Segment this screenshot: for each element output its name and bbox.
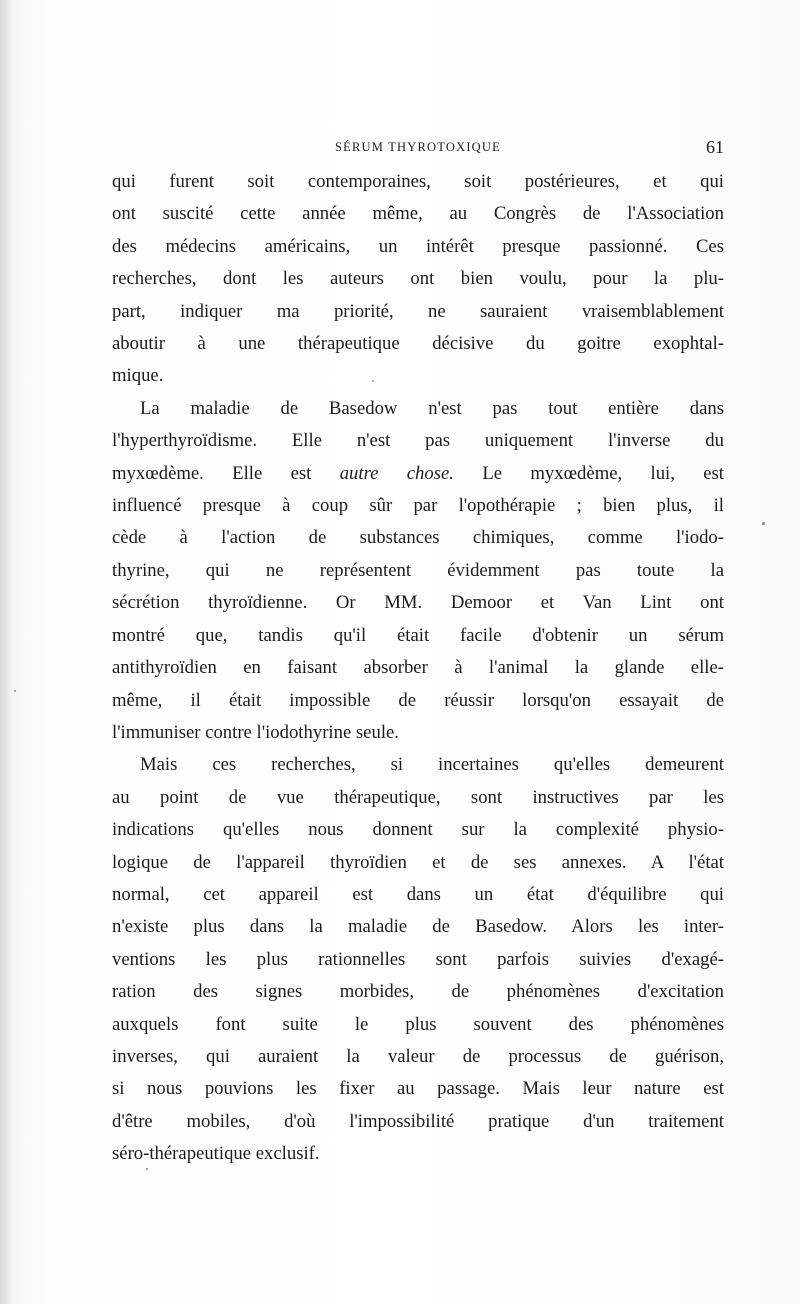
scan-speck [372, 380, 374, 382]
text-line: séro-thérapeutique exclusif. [112, 1143, 320, 1165]
text-line: recherches, dont les auteurs ont bien voulu, pour la plu- [112, 268, 724, 290]
text-line: l'hyperthyroïdisme. Elle n'est pas uniquement l'inverse du [112, 430, 724, 452]
text-line: ont suscité cette année même, au Congrès de l'Association [112, 203, 724, 225]
paragraph-2 [112, 393, 724, 749]
text-line: même, il était impossible de réussir lorsqu'on essayait de [112, 689, 724, 711]
scan-speck [146, 1168, 148, 1170]
text-line: n'existe plus dans la maladie de Basedow. Alors les inter- [112, 916, 724, 938]
text-line: La maladie de Basedow n'est pas tout entière dans [140, 397, 724, 419]
text-line: auxquels font suite le plus souvent des phénomènes [112, 1013, 724, 1035]
text-line: au point de vue thérapeutique, sont instructives par les [112, 786, 724, 808]
text-line: si nous pouvions les fixer au passage. Mais leur nature est [112, 1078, 724, 1100]
text-line: sécrétion thyroïdienne. Or MM. Demoor et Van Lint ont [112, 592, 724, 614]
text-line: qui furent soit contemporaines, soit postérieures, et qui [112, 171, 724, 192]
text-line: thyrine, qui ne représentent évidemment pas toute la [112, 559, 724, 581]
text-line: Mais ces recherches, si incertaines qu'elles demeurent [140, 754, 724, 776]
running-title: SÉRUM THYROTOXIQUE [335, 140, 501, 154]
text-line: des médecins américains, un intérêt presque passionné. Ces [112, 235, 724, 257]
scan-speck [14, 690, 16, 692]
text-line: ration des signes morbides, de phénomènes d'excitation [112, 981, 724, 1003]
paragraph-3 [112, 749, 724, 1170]
text-line: cède à l'action de substances chimiques, comme l'iodo- [112, 527, 724, 549]
scan-speck [762, 522, 765, 525]
italic-emphasis: autre chose. [339, 462, 454, 484]
page-gutter-shadow [0, 0, 14, 1304]
text-line: aboutir à une thérapeutique décisive du goitre exophtal- [112, 333, 724, 355]
body-text [112, 166, 724, 1171]
text-line: ventions les plus rationnelles sont parfois suivies d'exagé- [112, 948, 724, 970]
text-line: antithyroïdien en faisant absorber à l'animal la glande elle- [112, 657, 724, 679]
text-line: indications qu'elles nous donnent sur la complexité physio- [112, 819, 724, 841]
text-line: inverses, qui auraient la valeur de processus de guérison, [112, 1045, 724, 1067]
text-segment: Le myxœdème, lui, est [482, 462, 725, 484]
text-line-with-italic [112, 458, 724, 490]
text-line: mique. [112, 365, 164, 387]
text-line: influencé presque à coup sûr par l'opothérapie ; bien plus, il [112, 495, 724, 517]
text-line: part, indiquer ma priorité, ne sauraient vraisemblablement [112, 300, 724, 322]
running-head [112, 135, 724, 159]
text-line: l'immuniser contre l'iodothyrine seule. [112, 721, 399, 743]
text-line: normal, cet appareil est dans un état d'équilibre qui [112, 883, 724, 905]
page-number: 61 [706, 137, 724, 157]
text-line: logique de l'appareil thyroïdien et de ses annexes. A l'état [112, 851, 724, 873]
text-line: d'être mobiles, d'où l'impossibilité pratique d'un traitement [112, 1110, 724, 1132]
text-line: montré que, tandis qu'il était facile d'obtenir un sérum [112, 624, 724, 646]
text-segment: myxœdème. Elle est [112, 462, 312, 484]
paragraph-1 [112, 166, 724, 393]
